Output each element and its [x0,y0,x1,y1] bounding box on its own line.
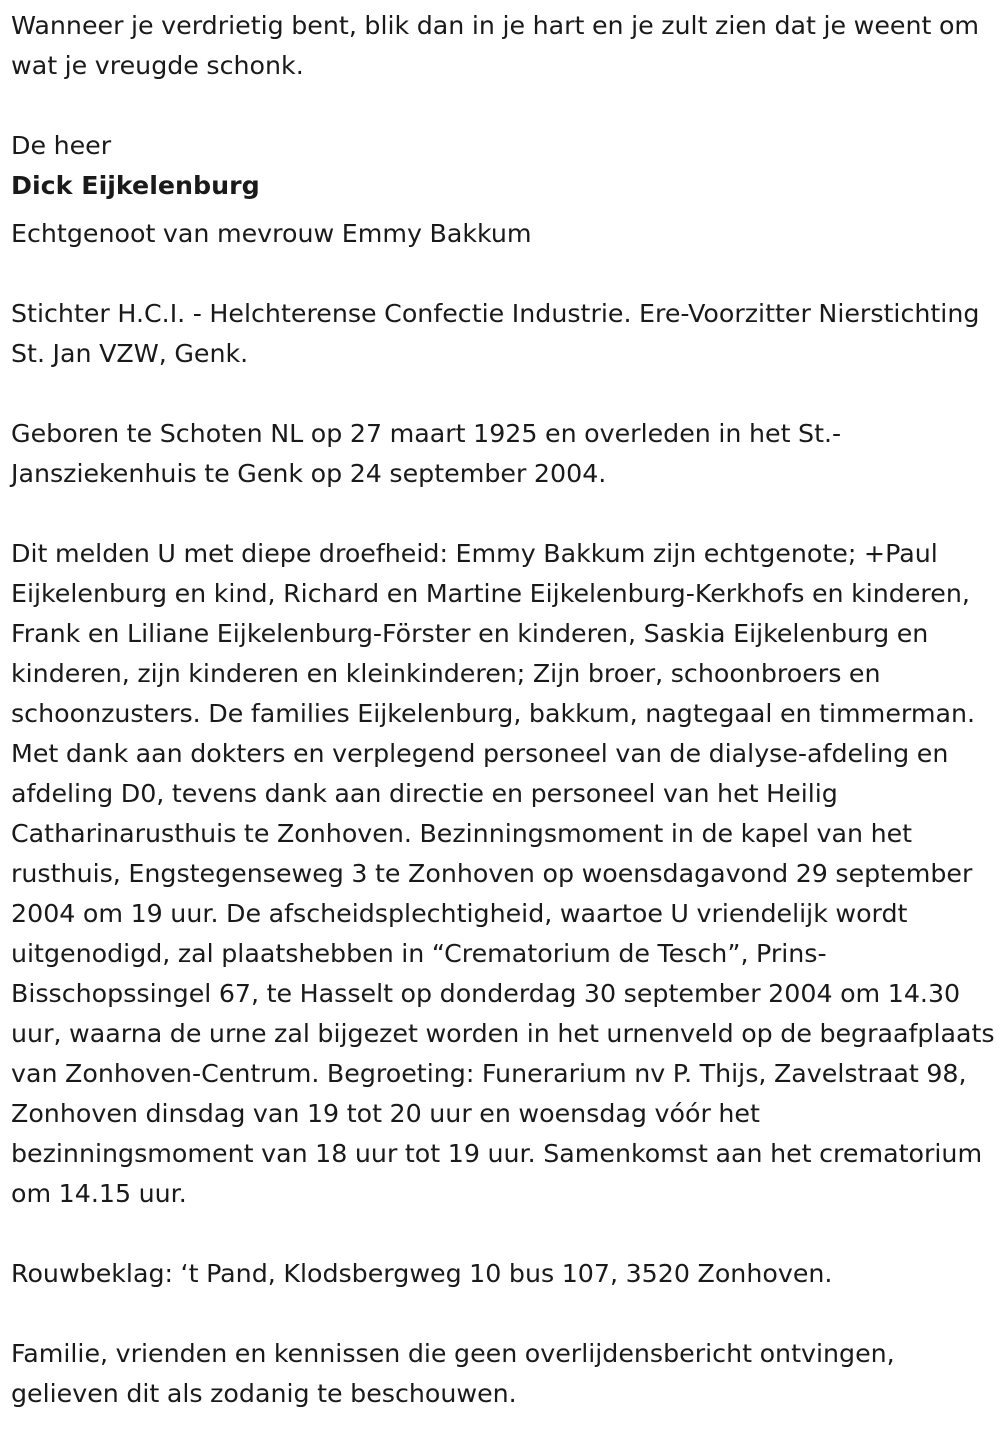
opening-quote: Wanneer je verdrietig bent, blik dan in je hart en je zult zien dat je weent om wat je vreugde schonk. [11,11,980,80]
condolences-address: Rouwbeklag: ‘t Pand, Klodsbergweg 10 bus 107, 3520 Zonhoven. [11,1259,833,1288]
announcement-paragraph: Dit melden U met diepe droefheid: Emmy Bakkum zijn echtgenote; +Paul Eijkelenburg en kind, Richard en Martine Eijkelenburg-Kerkhofs en kinderen, Frank en Liliane Eijkelenburg-Förster en kinderen, Saskia Eijkelenburg en kinderen, zijn kinderen en kleinkinderen; Zijn broer, schoonbroers en schoonzusters. De families Eijkelenburg, bakkum, nagtegaal en timmerman. Met dank aan dokters en verplegend personeel van de dialyse-afdeling en afdeling D0, tevens dank aan directie en personeel van het Heilig Catharinarusthuis te Zonhoven. Bezinningsmoment in de kapel van het rusthuis, Engstegenseweg 3 te Zonhoven op woensdagavond 29 september 2004 om 19 uur. De afscheidsplechtigheid, waartoe U vriendelijk wordt uitgenodigd, zal plaatshebben in “Crematorium de Tesch”, Prins-Bisschopssingel 67, te Hasselt op donderdag 30 september 2004 om 14.30 uur, waarna de urne zal bijgezet worden in het urnenveld op de begraafplaats van Zonhoven-Centrum. Begroeting: Funerarium nv P. Thijs, Zavelstraat 98, Zonhoven dinsdag van 19 tot 20 uur en woensdag vóór het bezinningsmoment van 18 uur tot 19 uur. Samenkomst aan het crematorium om 14.15 uur. [11,539,995,1208]
closing-paragraph: Familie, vrienden en kennissen die geen overlijdensbericht ontvingen, gelieven dit als zodanig te beschouwen. [11,1339,895,1408]
deceased-name: Dick Eijkelenburg [11,171,260,200]
roles-paragraph: Stichter H.C.I. - Helchterense Confectie Industrie. Ere-Voorzitter Nierstichting St. Jan VZW, Genk. [11,299,980,368]
spouse-line: Echtgenoot van mevrouw Emmy Bakkum [11,219,532,248]
salutation: De heer [11,131,112,160]
birth-death-paragraph: Geboren te Schoten NL op 27 maart 1925 en overleden in het St.-Jansziekenhuis te Genk op 24 september 2004. [11,419,842,488]
death-notice [11,6,997,1414]
